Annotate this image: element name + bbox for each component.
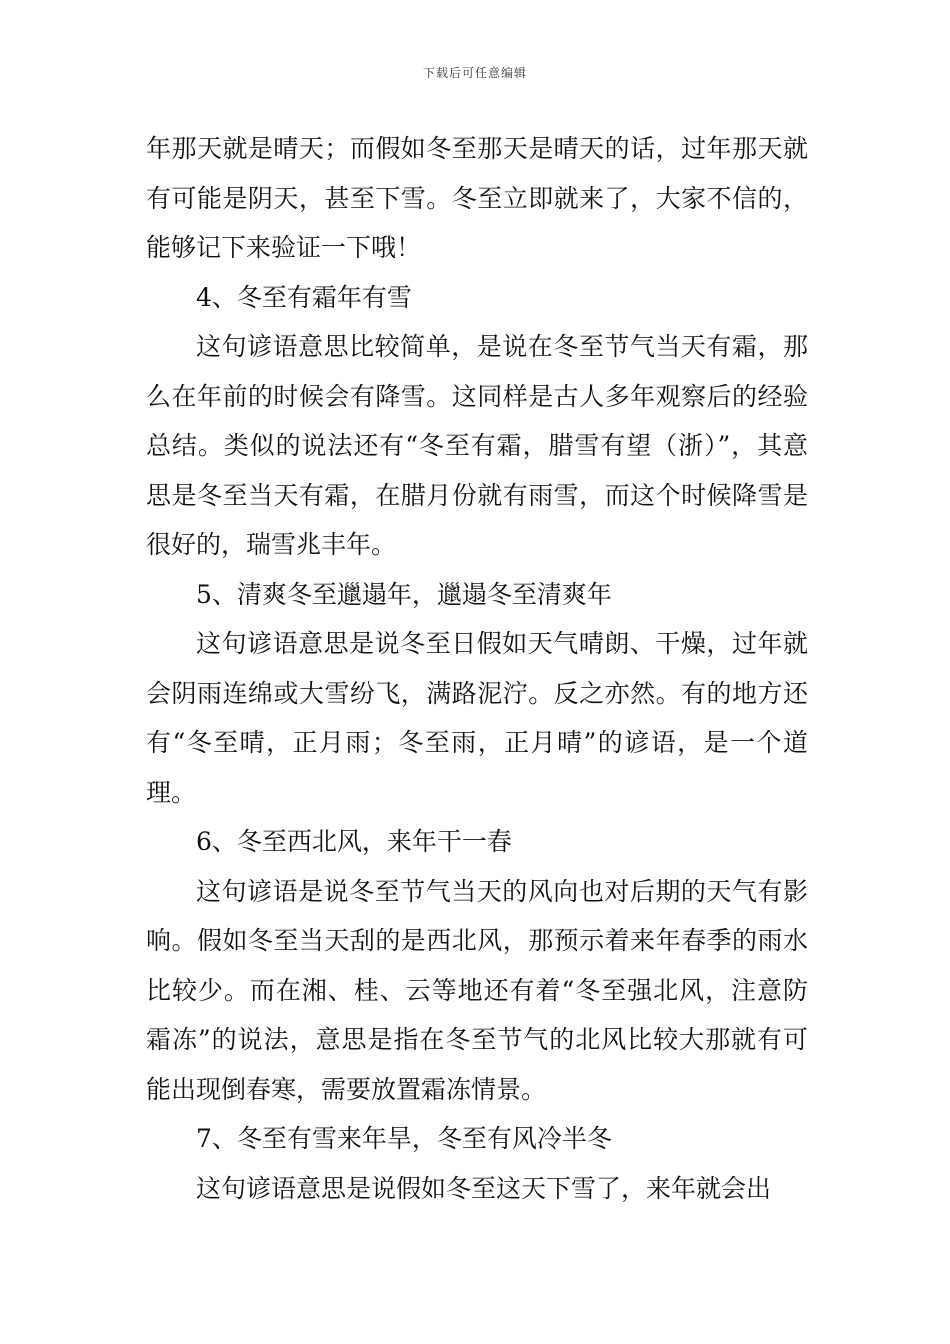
paragraph-explanation-4: 这句谚语意思比较简单，是说在冬至节气当天有霜，那么在年前的时候会有降雪。这同样是古人多年观察后的经验总结。类似的说法还有“冬至有霜，腊雪有望（浙）”，其意思是冬至当天有霜，在腊月份就有雨雪，而这个时候降雪是很好的，瑞雪兆丰年。 — [146, 332, 808, 559]
paragraph-explanation-5: 这句谚语意思是说冬至日假如天气晴朗、干燥，过年就会阴雨连绵或大雪纷飞，满路泥泞。反之亦然。有的地方还有“冬至晴，正月雨；冬至雨，正月晴”的谚语，是一个道理。 — [146, 629, 808, 807]
document-body — [146, 124, 808, 1213]
page-header: 下载后可任意编辑 — [422, 66, 527, 80]
paragraph-continuation: 年那天就是晴天；而假如冬至那天是晴天的话，过年那天就有可能是阴天，甚至下雪。冬至立即就来了，大家不信的，能够记下来验证一下哦！ — [146, 134, 808, 262]
paragraph-explanation-7: 这句谚语意思是说假如冬至这天下雪了，来年就会出 — [196, 1173, 772, 1203]
proverb-heading-4: 4、冬至有霜年有雪 — [196, 282, 412, 312]
proverb-heading-5: 5、清爽冬至邋遢年，邋遢冬至清爽年 — [196, 579, 612, 609]
proverb-heading-7: 7、冬至有雪来年旱，冬至有风冷半冬 — [196, 1124, 612, 1153]
proverb-heading-6: 6、冬至西北风，来年干一春 — [196, 827, 512, 856]
paragraph-explanation-6: 这句谚语是说冬至节气当天的风向也对后期的天气有影响。假如冬至当天刮的是西北风，那预示着来年春季的雨水比较少。而在湘、桂、云等地还有着“冬至强北风，注意防霜冻”的说法，意思是指在冬至节气的北风比较大那就有可能出现倒春寒，需要放置霜冻情景。 — [146, 876, 808, 1104]
